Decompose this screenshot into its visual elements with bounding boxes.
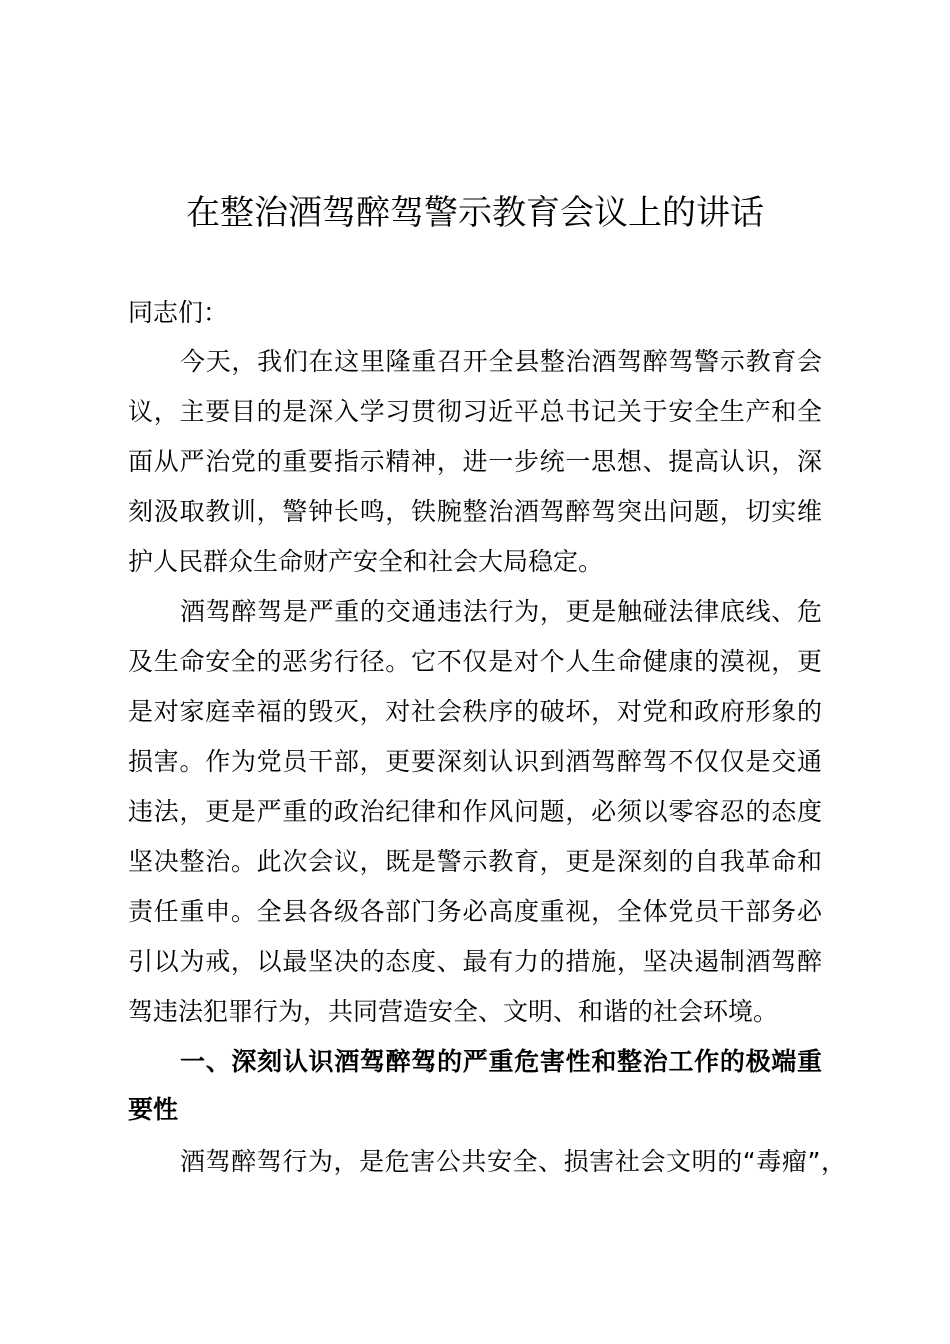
paragraph-line: 违法，更是严重的政治纪律和作风问题，必须以零容忍的态度 bbox=[128, 797, 822, 826]
paragraph-line: 及生命安全的恶劣行径。它不仅是对个人生命健康的漠视，更 bbox=[128, 647, 822, 676]
section-heading: 一、深刻认识酒驾醉驾的严重危害性和整治工作的极端重 bbox=[180, 1047, 822, 1076]
paragraph-line: 酒驾醉驾行为，是危害公共安全、损害社会文明的“毒瘤”， bbox=[180, 1147, 846, 1176]
paragraph-line: 引以为戒，以最坚决的态度、最有力的措施，坚决遏制酒驾醉 bbox=[128, 947, 822, 976]
paragraph-line: 面从严治党的重要指示精神，进一步统一思想、提高认识，深 bbox=[128, 447, 822, 476]
paragraph-line: 酒驾醉驾是严重的交通违法行为，更是触碰法律底线、危 bbox=[180, 597, 822, 626]
paragraph-line: 坚决整治。此次会议，既是警示教育，更是深刻的自我革命和 bbox=[128, 847, 822, 876]
paragraph-line: 刻汲取教训，警钟长鸣，铁腕整治酒驾醉驾突出问题，切实维 bbox=[128, 497, 822, 526]
section-heading: 要性 bbox=[128, 1095, 179, 1124]
document-title: 在整治酒驾醉驾警示教育会议上的讲话 bbox=[186, 193, 764, 233]
paragraph-line: 护人民群众生命财产安全和社会大局稳定。 bbox=[128, 547, 604, 576]
paragraph-line: 是对家庭幸福的毁灭，对社会秩序的破坏，对党和政府形象的 bbox=[128, 697, 822, 726]
paragraph-line: 今天，我们在这里隆重召开全县整治酒驾醉驾警示教育会 bbox=[180, 347, 822, 376]
paragraph-line: 驾违法犯罪行为，共同营造安全、文明、和谐的社会环境。 bbox=[128, 997, 779, 1026]
paragraph-line: 议，主要目的是深入学习贯彻习近平总书记关于安全生产和全 bbox=[128, 397, 822, 426]
paragraph-line: 损害。作为党员干部，更要深刻认识到酒驾醉驾不仅仅是交通 bbox=[128, 747, 822, 776]
paragraph-line: 责任重申。全县各级各部门务必高度重视，全体党员干部务必 bbox=[128, 897, 822, 926]
salutation: 同志们： bbox=[128, 298, 229, 327]
